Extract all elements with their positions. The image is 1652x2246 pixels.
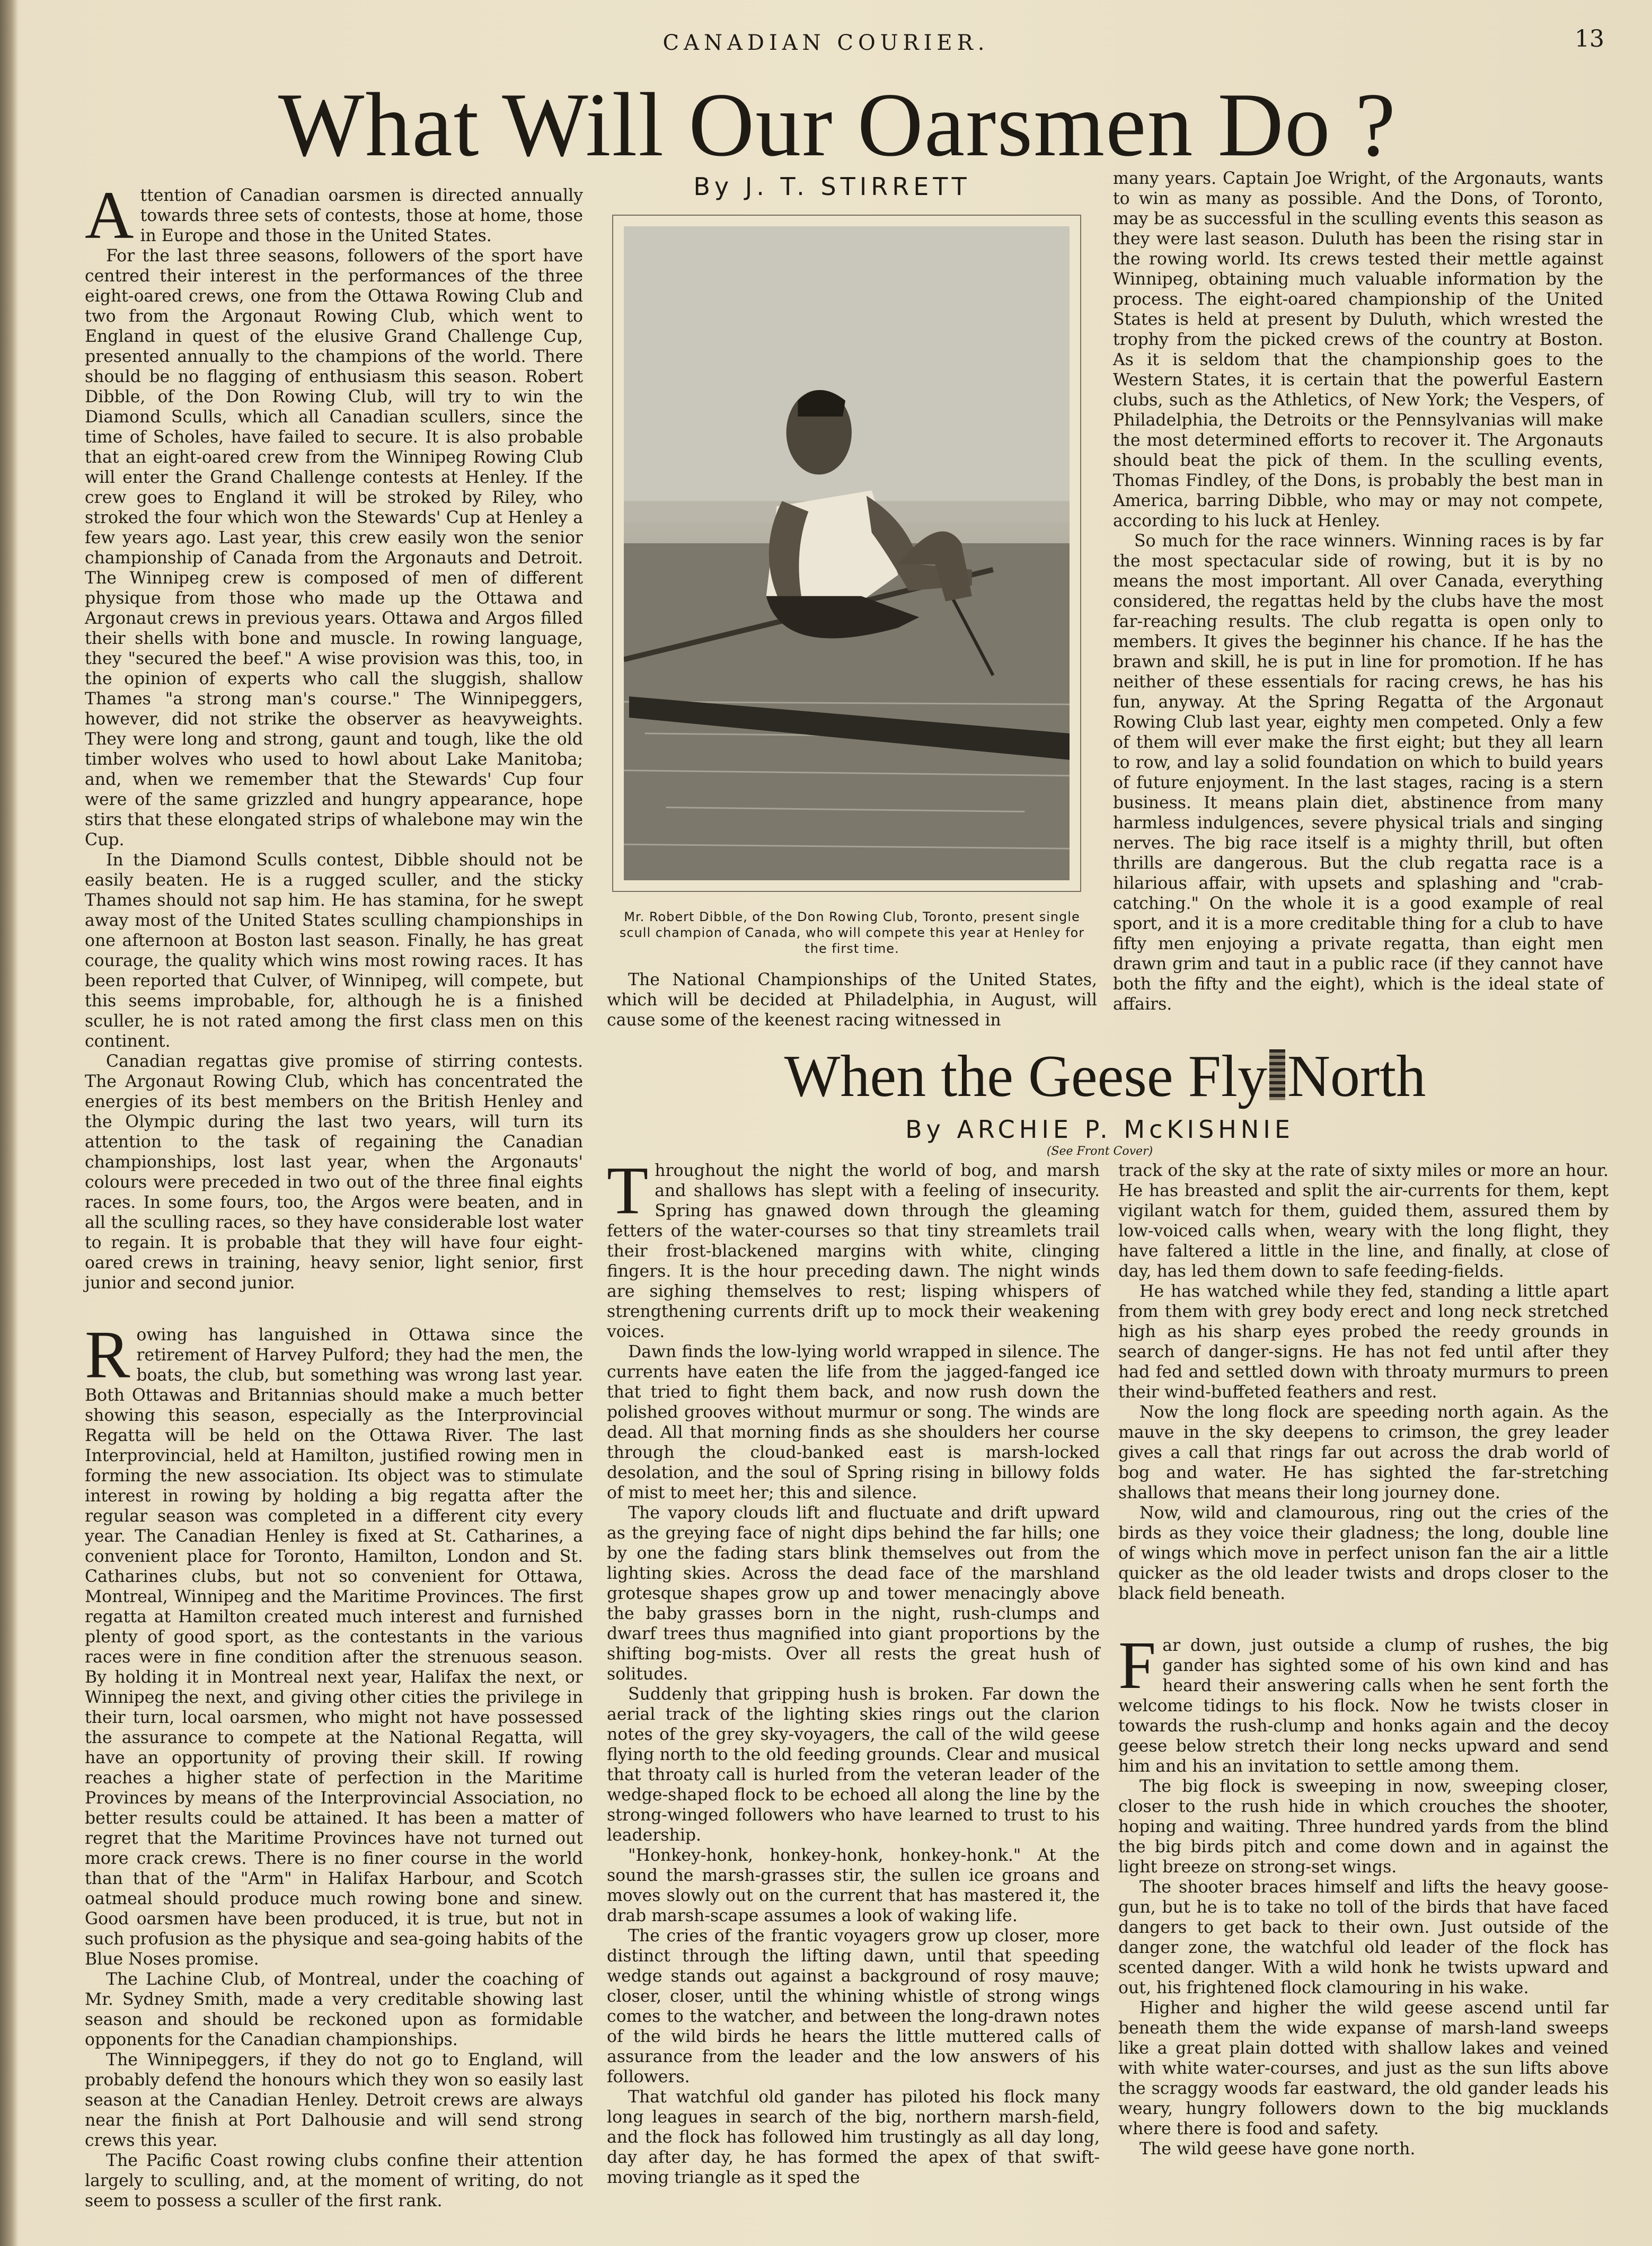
drop-cap: A	[85, 178, 134, 253]
paragraph: Suddenly that gripping hush is broken. Far down the aerial track of the lighting skies rings out the clarion notes of the grey sky-voyagers, the call of the wild geese flying north to the old feeding grounds. Clear and musical that throaty call is hurled from the veteran leader of the wedge-shaped flock to be echoed all along the line by the strong-winged followers who have learned to trust to his leadership.	[607, 1685, 1100, 1845]
paragraph: Now, wild and clamourous, ring out the cries of the birds as they voice their gladness; the long, double line of wings which move in perfect unison fan the air a little quicker as the old leader twists and drops closer to the black field beneath.	[1118, 1504, 1609, 1603]
article-column-middle-bottom	[607, 1153, 1100, 2187]
paragraph: In the Diamond Sculls contest, Dibble should not be easily beaten. He is a rugged sculler, and the sticky Thames should not sap him. He has stamina, for he swept away most of the United States sculling championships in one afternoon at Boston last season. Finally, he has great courage, the quality which wins most rowing races. It has been reported that Culver, of Winnipeg, will compete, but this seems improbable, for, although he is a finished sculler, he is not rated among the first class men on this continent.	[85, 851, 583, 1051]
paragraph: Attention of Canadian oarsmen is directed annually towards three sets of contests, those at home, those in Europe and those in the United States.	[85, 178, 583, 253]
paragraph: Far down, just outside a clump of rushes, the big gander has sighted some of his own kind and has heard their answering calls when he sent forth the welcome tidings to his flock. Now he twists closer in towards the rush-clump and honks again and the decoy geese below stretch their long necks upward and send him and his an invitation to settle among them.	[1118, 1628, 1609, 1776]
article-title-oarsmen: What Will Our Oarsmen Do ?	[278, 75, 1397, 175]
binding-shadow	[0, 0, 18, 2246]
article-column-right-bottom	[1118, 1161, 1609, 2183]
paragraph: For the last three seasons, followers of the sport have centred their interest in the performances of the three eight-oared crews, one from the Ottawa Rowing Club and two from the Argonaut Rowing Club, which went to England in quest of the elusive Grand Challenge Cup, presented annually to the champions of the world. There should be no flagging of enthusiasm this season. Robert Dibble, of the Don Rowing Club, will try to win the Diamond Sculls, which all Canadian scullers, since the time of Scholes, have failed to secure. It is also probable that an eight-oared crew from the Winnipeg Rowing Club will enter the Grand Challenge contests at Henley. If the crew goes to England it will be stroked by Riley, who stroked the four which won the Stewards' Cup at Henley a few years ago. Last year, this crew easily won the senior championship of Canada from the Argonauts and Detroit. The Winnipeg crew is composed of men of different physique from those who made up the Ottawa and Argonaut crews in previous years. Ottawa and Argos filled their shells with bone and muscle. In rowing language, they "secured the beef." A wise provision was this, too, in the opinion of experts who call the sluggish, shallow Thames "a strong man's course." The Winnipeggers, however, did not strike the observer as heavyweights. They were long and strong, gaunt and tough, like the old timber wolves who used to howl about Lake Manitoba; and, when we remember that the Stewards' Cup four were of the same grizzled and hungry appearance, hope stirs that these elongated strips of whalebone may win the Cup.	[85, 246, 583, 850]
page-number: 13	[1575, 25, 1604, 52]
paragraph: The National Championships of the United States, which will be decided at Philadelphia, in August, will cause some of the keenest racing witnessed in	[607, 970, 1097, 1030]
rower-photo	[624, 226, 1070, 880]
paragraph: That watchful old gander has piloted his flock many long leagues in search of the big, northern marsh-field, and the flock has followed him trustingly as all day long, day after day, he has formed the apex of that swift-moving triangle as it sped the	[607, 2088, 1100, 2187]
paragraph: The wild geese have gone north.	[1139, 2139, 1416, 2159]
photo-caption: Mr. Robert Dibble, of the Don Rowing Club, Toronto, present single scull champion of Canada, who will compete this year at Henley for the first time.	[619, 909, 1085, 956]
article-column-left	[85, 178, 583, 2210]
paragraph: The Winnipeggers, if they do not go to England, will probably defend the honours which they won so easily last season at the Canadian Henley. Detroit crews are always near the finish at Port Dalhousie and will send strong crews this year.	[85, 2050, 583, 2150]
drop-cap: R	[85, 1317, 130, 1392]
paragraph: Now the long flock are speeding north again. As the mauve in the sky deepens to crimson, the grey leader gives a call that rings far out across the drab world of bog and water. He has sighted the far-stretching shallows that means their long journey done.	[1118, 1403, 1609, 1502]
paragraph: The shooter braces himself and lifts the heavy goose-gun, but he is to take no toll of the birds that have faced dangers to get back to their own. Just outside of the danger zone, the watchful old leader of the flock has scented danger. With a wild honk he twists upward and out, his frightened flock clamouring in his wake.	[1118, 1878, 1609, 1997]
drop-cap: T	[607, 1153, 649, 1228]
paragraph: So much for the race winners. Winning races is by far the most spectacular side of rowing, but it is by no means the most important. All over Canada, everything considered, the regattas held by the clubs have the most far-reaching results. The club regatta is open only to members. It gives the beginner his chance. If he has the brawn and skill, he is put in line for promotion. If he has neither of these essentials for racing crews, he has his fun, anyway. At the Spring Regatta of the Argonaut Rowing Club last year, eighty men competed. Only a few of them will ever make the first eight; but they all learn to row, and lay a solid foundation on which to build years of future enjoyment. In the last stages, racing is a stern business. It means plain diet, abstinence from many harmless indulgences, severe physical trials and singing nerves. The big race itself is a mighty thrill, but often thrills are dangerous. But the club regatta race is a hilarious affair, with upsets and splashing and "crab-catching." On the whole it is a good example of real sport, and it is a more creditable thing for a club to have fifty men enjoying a private regatta, than eight men drawn grim and taut in a public race (if they cannot have both the fifty and the eight), which is the ideal state of affairs.	[1113, 532, 1603, 1014]
drop-cap: F	[1118, 1628, 1156, 1703]
paragraph: The vapory clouds lift and fluctuate and drift upward as the greying face of night dips behind the far hills; one by one the fading stars blink themselves out from the lighting skies. Across the dead face of the marshland grotesque shapes grow up and tower menacingly above the baby grasses born in the night, rush-clumps and dwarf trees thus magnified into giant proportions by the shifting bog-mists. Over all rests the great hush of solitudes.	[607, 1504, 1100, 1684]
rower-illustration	[624, 226, 1070, 880]
byline-stirrett: By J. T. STIRRETT	[693, 172, 971, 201]
article-title-geese: When the Geese Fly North	[784, 1044, 1426, 1109]
photo-frame	[612, 215, 1081, 892]
byline-mckishnie: By ARCHIE P. McKISHNIE	[905, 1115, 1294, 1144]
paragraph: Canadian regattas give promise of stirring contests. The Argonaut Rowing Club, which has concentrated the energies of its best members on the British Henley and the Olympic during the last two years, will turn its attention to the task of regaining the Canadian championships, lost last year, when the Argonauts' colours were preceded in two out of the three final eights races. In some fours, too, the Argos were beaten, and in all the sculling races, so they have considerable lost water to regain. It is probable that they will have four eight-oared crews in training, heavy senior, light senior, first junior and second junior.	[85, 1052, 583, 1293]
paragraph: The big flock is sweeping in now, sweeping closer, closer to the rush hide in which crouches the shooter, hoping and waiting. Three hundred yards from the blind the big birds pitch and come down and in against the light breeze on strong-set wings.	[1118, 1777, 1609, 1877]
article-column-right-top	[1113, 169, 1603, 1027]
printer-mark-icon	[1269, 1049, 1285, 1100]
article-column-middle-top	[607, 970, 1097, 1030]
paragraph: many years. Captain Joe Wright, of the Argonauts, wants to win as many as possible. And the Dons, of Toronto, may be as successful in the sculling events this season as they were last season. Duluth has been the rising star in the rowing world. Its crews tested their mettle against Winnipeg, obtaining much valuable information by the process. The eight-oared championship of the United States is held at present by Duluth, which wrested the trophy from the picked crews of the country at Boston. As it is seldom that the championship goes to the Western States, it is certain that the powerful Eastern clubs, such as the Athletics, of New York; the Vespers, of Philadelphia, the Detroits or the Pennsylvanias will make the most determined efforts to recover it. The Argonauts should beat the pick of them. In the sculling events, Thomas Findley, of the Dons, is probably the best man in America, barring Dibble, who may or may not compete, according to his luck at Henley.	[1113, 169, 1603, 530]
paragraph: The Pacific Coast rowing clubs confine their attention largely to sculling, and, at the moment of writing, do not seem to possess a sculler of the first rank.	[85, 2151, 583, 2210]
running-head: CANADIAN COURIER.	[662, 31, 990, 55]
paragraph: Throughout the night the world of bog, and marsh and shallows has slept with a feeling of insecurity. Spring has gnawed down through the gleaming fetters of the water-courses so that tiny streamlets trail their frost-blackened margins with white, clinging fingers. It is the hour preceding dawn. The night winds are sighing themselves to rest; lisping whispers of strengthening currents drift up to mock their weakening voices.	[607, 1153, 1100, 1341]
see-front-cover-note: (See Front Cover)	[1046, 1145, 1153, 1158]
paragraph: The Lachine Club, of Montreal, under the coaching of Mr. Sydney Smith, made a very creditable showing last season and should be reckoned upon as formidable opponents for the Canadian championships.	[85, 1970, 583, 2049]
paragraph: He has watched while they fed, standing a little apart from them with grey body erect and long neck stretched high as his sharp eyes probed the reedy grounds in search of danger-signs. He has not fed until after they had fed and settled down with throaty murmurs to preen their wind-buffeted feathers and rest.	[1118, 1282, 1609, 1402]
paragraph: track of the sky at the rate of sixty miles or more an hour. He has breasted and split the air-currents for them, kept vigilant watch for them, guided them, assured them by low-voiced calls when, weary with the long flight, they have faltered a little in the line, and finally, at close of day, has led them down to safe feeding-fields.	[1118, 1161, 1609, 1281]
paragraph: The cries of the frantic voyagers grow up closer, more distinct through the lifting dawn, until that speeding wedge stands out against a background of rosy mauve; closer, closer, until the whining whistle of strong wings comes to the watcher, and between the long-drawn notes of the wild birds he hears the little muttered calls of assurance from the leader and the low answers of his followers.	[607, 1926, 1100, 2086]
paragraph: Rowing has languished in Ottawa since the retirement of Harvey Pulford; they had the men, the boats, the club, but something was wrong last year. Both Ottawas and Britannias should make a much better showing this season, especially as the Interprovincial Regatta will be held on the Ottawa River. The last Interprovincial, held at Hamilton, justified rowing men in forming the new association. Its object was to stimulate interest in rowing by holding a big regatta after the regular season was completed in a different city every year. The Canadian Henley is fixed at St. Catharines, a convenient place for Toronto, Hamilton, London and St. Catharines clubs, but not so convenient for Ottawa, Montreal, Winnipeg and the Maritime Provinces. The first regatta at Hamilton created much interest and furnished plenty of good sport, as the contestants in the various races were in fine condition after the strenuous season. By holding it in Montreal next year, Halifax the next, or Winnipeg the next, and giving other cities the privilege in their turn, local oarsmen, who might not have possessed the assurance to compete at the National Regatta, will have an opportunity of proving their skill. If rowing reaches a higher state of perfection in the Maritime Provinces by means of the Interprovincial Association, no better results could be attained. It has been a matter of regret that the Maritime Provinces have not turned out more crack crews. There is no finer course in the world than that of the "Arm" in Halifax Harbour, and Scotch oatmeal should produce much rowing bone and sinew. Good oarsmen have been produced, it is true, but not in such profusion as the physique and sea-going habits of the Blue Noses promise.	[85, 1317, 583, 1969]
paragraph: Dawn finds the low-lying world wrapped in silence. The currents have eaten the life from the jagged-fanged ice that tried to fight them back, and now rush down the polished grooves without murmur or song. The winds are dead. All that morning finds as she shoulders her course through the cloud-banked east is marsh-locked desolation, and the soul of Spring rising in billowy folds of mist to meet her; this and silence.	[607, 1342, 1100, 1502]
paragraph: Higher and higher the wild geese ascend until far beneath them the wide expanse of marsh-land sweeps like a great plain dotted with shallow lakes and veined with white water-courses, and just as the sun lifts above the scraggy woods far eastward, the old gander leads his weary, hungry followers down to the big mucklands where there is food and safety.	[1118, 1999, 1609, 2138]
paragraph: "Honkey-honk, honkey-honk, honkey-honk." At the sound the marsh-grasses stir, the sullen ice groans and moves slowly out on the current that has mastered it, the drab marsh-scape assumes a look of waking life.	[607, 1846, 1100, 1925]
